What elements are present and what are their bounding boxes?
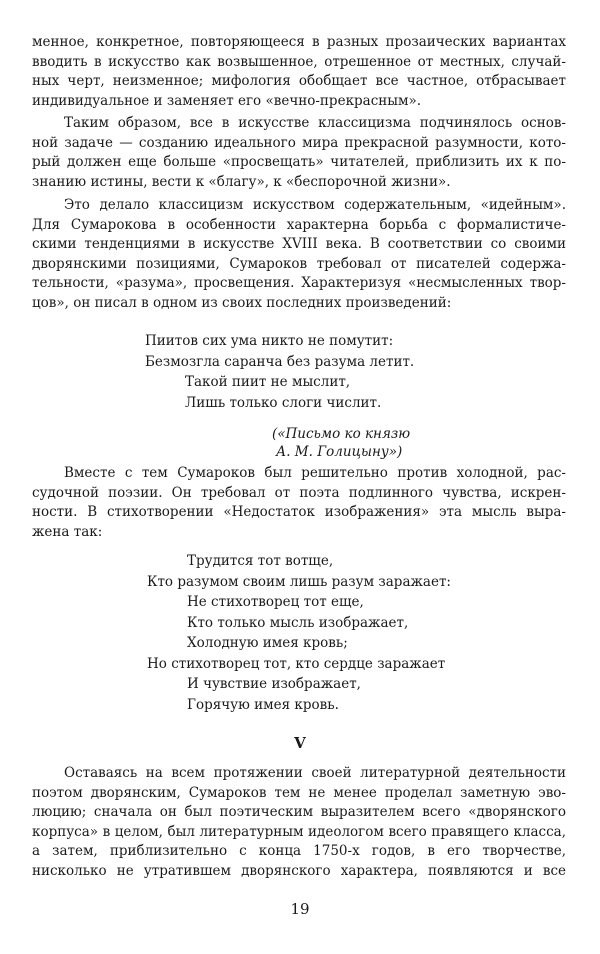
poem-line: Горячую имея кровь. xyxy=(187,696,339,713)
poem-line: Пиитов сих ума никто не помутит: xyxy=(145,333,394,349)
text-line: жена так: xyxy=(32,523,103,540)
signature-line: А. М. Голицыну») xyxy=(276,444,403,460)
text-line: менное, конкретное, повторяющееся в разных прозаических вариантах xyxy=(32,34,566,50)
text-line: Оставаясь на всем протяжении своей литературной деятельности xyxy=(64,765,566,781)
text-line: дворянскими позициями, Сумароков требовал от писателей содержа- xyxy=(32,255,566,272)
poem-line: Кто только мысль изображает, xyxy=(187,614,409,631)
text-line: поэтом дворянским, Сумароков тем не менее проделал заметную эво- xyxy=(32,784,566,801)
poem-line: Кто разумом своим лишь разум заражает: xyxy=(147,573,451,590)
paragraph-4 xyxy=(32,464,566,542)
poem-line: Безмозгла саранча без разума летит. xyxy=(145,353,415,370)
text-line: рый должен еще больше «просвещать» читателей, приблизить их к по- xyxy=(32,154,566,171)
text-line: тельности, «разума», просвещения. Характеризуя «несмысленных твор- xyxy=(32,275,566,292)
poem-signature xyxy=(272,425,410,461)
text-line: нисколько не утратившем дворянского характера, появляются и все xyxy=(32,862,566,879)
text-line: судочной поэзии. Он требовал от поэта подлинного чувства, искрен- xyxy=(32,484,566,501)
signature-line: («Письмо ко князю xyxy=(272,426,411,442)
text-line: Вместе с тем Сумароков был решительно против холодной, рас- xyxy=(64,465,566,481)
text-line: скими тенденциями в искусстве XVIII века. В соответствии со своими xyxy=(32,236,566,253)
text-line: ных черт, неизменное; мифология обобщает все частное, отбрасывает xyxy=(32,73,566,90)
poem-1 xyxy=(145,331,414,413)
text-line: Для Сумарокова в особенности характерна борьба с формалистиче- xyxy=(32,216,566,233)
poem-line: Но стихотворец тот, кто сердце заражает xyxy=(147,655,446,672)
text-line: индивидуальное и заменяет его «вечно-прекрасным». xyxy=(32,92,422,109)
section-heading: V xyxy=(294,734,306,752)
paragraph-1 xyxy=(32,33,566,111)
text-line: корпуса» в целом, был литературным идеологом всего правящего класса, xyxy=(32,823,566,840)
text-line: а затем, приблизительно с конца 1750-х годов, в его творчестве, xyxy=(32,843,566,860)
poem-line: Трудится тот вотще, xyxy=(187,553,334,569)
poem-line: Лишь только слоги числит. xyxy=(185,394,382,411)
text-line: вводить в искусство как возвышенное, отрешенное от местных, случай- xyxy=(32,53,566,70)
paragraph-3 xyxy=(32,196,566,314)
text-line: Это делало классицизм искусством содержательным, «идейным». xyxy=(64,197,566,213)
text-line: знанию истины, вести к «благу», к «беспорочной жизни». xyxy=(32,173,451,190)
poem-line: Такой пиит не мыслит, xyxy=(185,374,351,390)
text-line: ности. В стихотворении «Недостаток изображения» эта мысль выра- xyxy=(32,504,566,521)
poem-2 xyxy=(147,551,451,715)
text-line: ной задаче — созданию идеального мира прекрасной разумности, кото- xyxy=(32,134,566,151)
paragraph-2 xyxy=(32,114,566,192)
text-line: люцию; сначала он был поэтическим выразителем всего «дворянского xyxy=(32,804,566,821)
paragraph-5 xyxy=(32,764,566,882)
poem-line: И чувствие изображает, xyxy=(187,676,361,692)
text-line: цов», он писал в одном из своих последних произведений: xyxy=(32,294,452,311)
poem-line: Не стихотворец тот еще, xyxy=(187,594,364,610)
text-line: Таким образом, все в искусстве классицизма подчинялось основ- xyxy=(64,115,566,131)
page-number: 19 xyxy=(290,900,310,918)
poem-line: Холодную имея кровь; xyxy=(187,635,348,651)
